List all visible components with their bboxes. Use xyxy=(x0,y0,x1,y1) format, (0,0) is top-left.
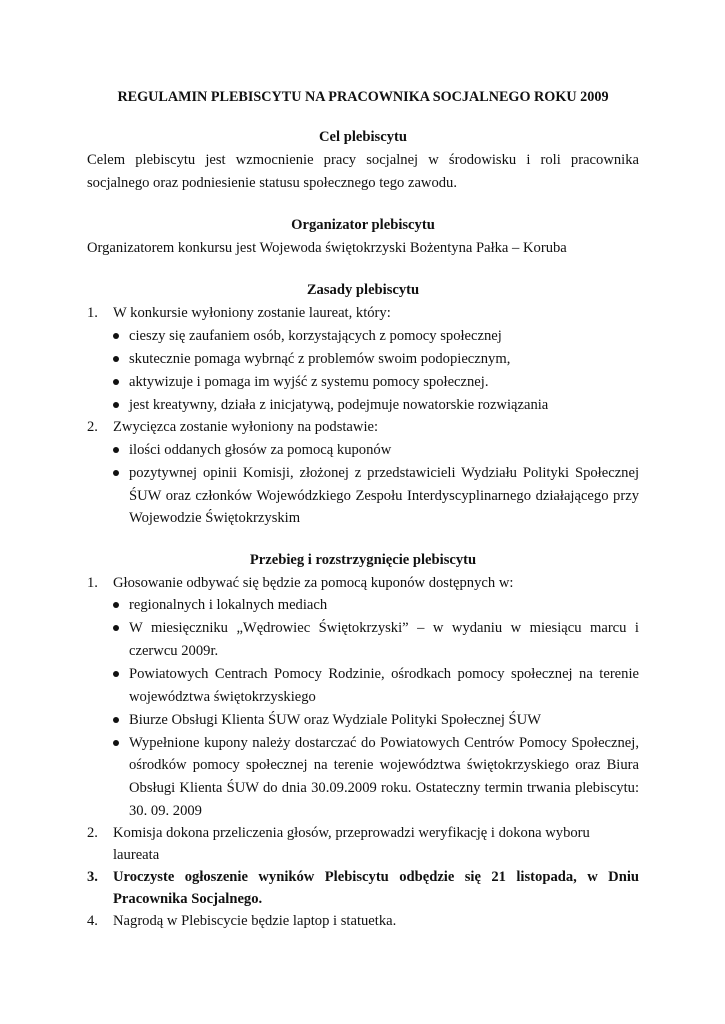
item-text: W konkursie wyłoniony zostanie laureat, który: xyxy=(113,305,391,321)
bullet-text: skutecznie pomaga wybrnąć z problemów swoim podopiecznym, xyxy=(129,350,511,367)
bullet-item xyxy=(113,348,639,371)
bullet-text: ilości oddanych głosów za pomocą kuponów xyxy=(129,441,392,458)
item-number: 2. xyxy=(87,419,98,436)
bullet-item xyxy=(113,663,639,708)
bullet-text: aktywizuje i pomaga im wyjść z systemu pomocy społecznej. xyxy=(129,373,489,390)
bullet-text: Biurze Obsługi Klienta ŚUW oraz Wydziale Polityki Społecznej ŚUW xyxy=(129,711,541,728)
item-number: 2. xyxy=(87,825,98,842)
item-number: 4. xyxy=(87,913,98,930)
section-text-organizator: Organizatorem konkursu jest Wojewoda świętokrzyski Bożentyna Pałka – Koruba xyxy=(87,240,567,256)
przebieg-list xyxy=(87,572,639,932)
bullet-text: jest kreatywny, działa z inicjatywą, podejmuje nowatorskie rozwiązania xyxy=(129,396,549,413)
section-text-cel: Celem plebiscytu jest wzmocnienie pracy socjalnej w środowisku i roli pracownika socjalnego oraz podniesienie statusu społecznego tego zawodu. xyxy=(87,152,639,191)
bullet-text: Powiatowych Centrach Pomocy Rodzinie, ośrodkach pomocy społecznej na terenie województwa świętokrzyskiego xyxy=(129,666,639,705)
item-number: 3. xyxy=(87,869,98,886)
bullet-icon xyxy=(113,356,119,362)
document-title: REGULAMIN PLEBISCYTU NA PRACOWNIKA SOCJALNEGO ROKU 2009 xyxy=(117,89,609,105)
bullet-list xyxy=(113,439,639,530)
bullet-icon xyxy=(113,740,119,746)
bullet-text: pozytywnej opinii Komisji, złożonej z przedstawicieli Wydziału Polityki Społecznej ŚUW oraz członków Wojewódzkiego Zespołu Interdyscyplinarnego działającego przy Wojewodzie Świętokrzyskim xyxy=(129,464,639,527)
numbered-item xyxy=(87,866,639,910)
bullet-icon xyxy=(113,602,119,608)
bullet-item xyxy=(113,439,639,462)
bullet-item xyxy=(113,394,639,417)
item-text: Nagrodą w Plebiscycie będzie laptop i statuetka. xyxy=(113,913,397,930)
bullet-list xyxy=(113,594,639,822)
bullet-list xyxy=(113,325,639,417)
numbered-item xyxy=(87,572,639,822)
bullet-item xyxy=(113,462,639,530)
bullet-icon xyxy=(113,470,119,476)
zasady-list xyxy=(87,302,639,530)
bullet-text: regionalnych i lokalnych mediach xyxy=(129,597,328,614)
bullet-text: W miesięczniku „Wędrowiec Świętokrzyski” – w wydaniu w miesiącu marcu i czerwcu 2009r. xyxy=(129,620,639,659)
section-heading-organizator: Organizator plebiscytu xyxy=(291,217,435,233)
section-heading-cel: Cel plebiscytu xyxy=(319,129,407,145)
bullet-item xyxy=(113,732,639,822)
document-body xyxy=(87,86,639,932)
item-text: Głosowanie odbywać się będzie za pomocą kuponów dostępnych w: xyxy=(113,574,514,591)
bullet-item xyxy=(113,594,639,617)
bullet-icon xyxy=(113,379,119,385)
numbered-item xyxy=(87,416,639,529)
item-number: 1. xyxy=(87,574,98,591)
bullet-text: Wypełnione kupony należy dostarczać do Powiatowych Centrów Pomocy Społecznej, ośrodków pomocy społecznej na terenie województwa świętokrzyskiego oraz Biura Obsługi Klienta ŚUW do dnia 30.09.2009 roku. Ostateczny termin trwania plebiscytu: 30. 09. 2009 xyxy=(129,734,639,819)
bullet-item xyxy=(113,325,639,348)
bullet-icon xyxy=(113,402,119,408)
item-number: 1. xyxy=(87,305,98,321)
section-heading-przebieg: Przebieg i rozstrzygnięcie plebiscytu xyxy=(249,551,477,568)
bullet-icon xyxy=(113,447,119,453)
item-text: Zwycięzca zostanie wyłoniony na podstawie: xyxy=(113,419,379,436)
section-heading-zasady: Zasady plebiscytu xyxy=(306,282,420,298)
bullet-icon xyxy=(113,717,119,723)
bullet-icon xyxy=(113,625,119,631)
bullet-item xyxy=(113,709,639,732)
bullet-item xyxy=(113,617,639,662)
bullet-text: cieszy się zaufaniem osób, korzystających z pomocy społecznej xyxy=(129,327,502,344)
numbered-item xyxy=(87,822,639,866)
item-text: Uroczyste ogłoszenie wyników Plebiscytu odbędzie się 21 listopada, w Dniu Pracownika Socjalnego. xyxy=(113,869,639,908)
bullet-item xyxy=(113,371,639,394)
numbered-item xyxy=(87,302,639,416)
bullet-icon xyxy=(113,333,119,339)
item-text: Komisja dokona przeliczenia głosów, przeprowadzi weryfikację i dokona wyboru laureata xyxy=(113,825,590,864)
bullet-icon xyxy=(113,671,119,677)
numbered-item xyxy=(87,910,639,932)
